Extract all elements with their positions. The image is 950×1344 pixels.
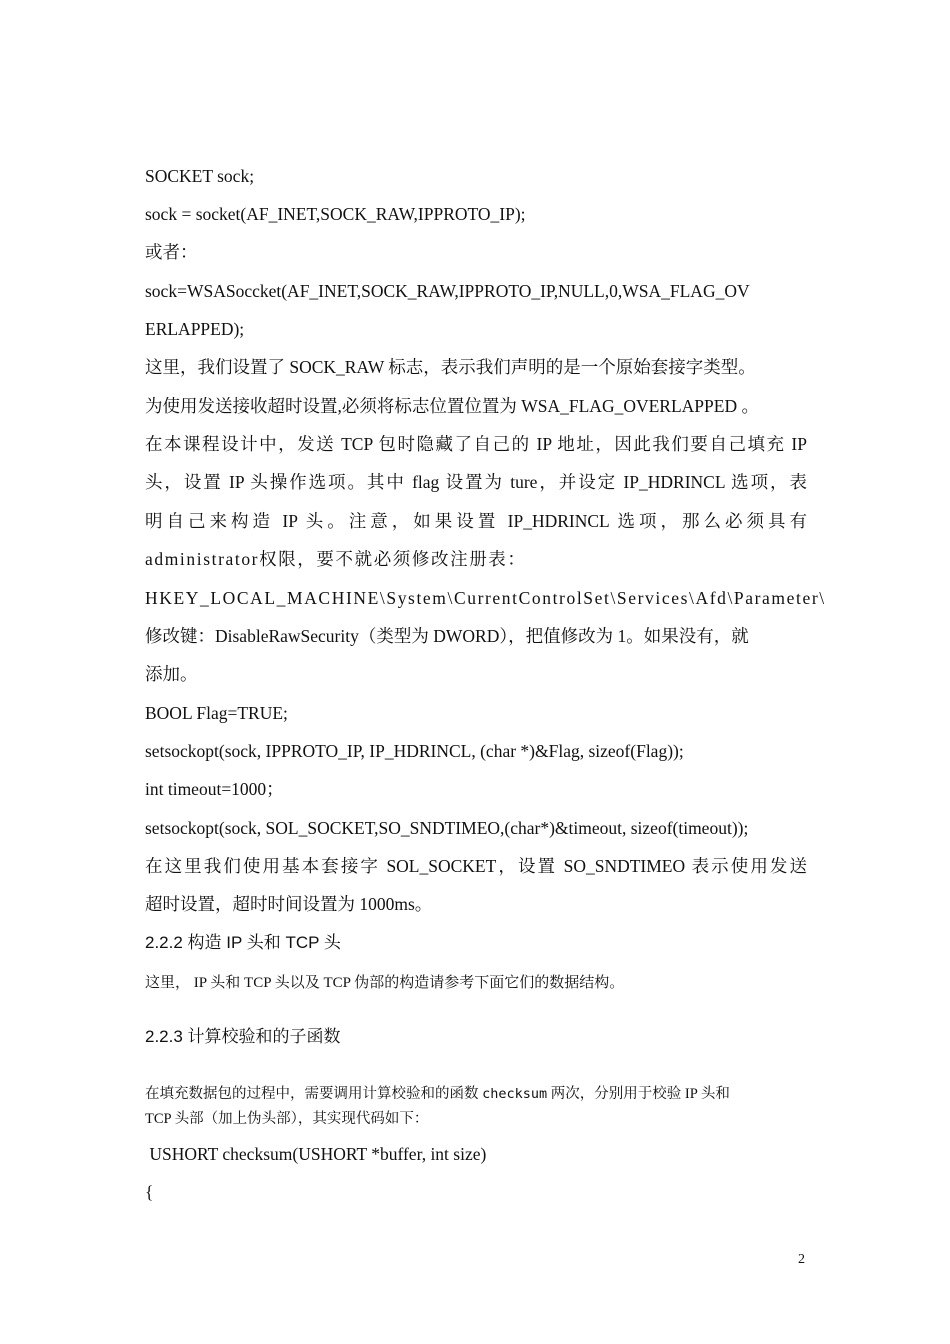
code-line-flag: BOOL Flag=TRUE; (145, 703, 288, 723)
paragraph-line-hdrincl: 明自己来构造 IP 头。注意，如果设置 IP_HDRINCL 选项，那么必须具有 (145, 511, 807, 531)
text-line-or: 或者： (145, 242, 198, 262)
code-line-setsockopt-hdrincl: setsockopt(sock, IPPROTO_IP, IP_HDRINCL, (char *)&Flag, sizeof(Flag)); (145, 741, 684, 761)
paragraph-line-add: 添加。 (145, 664, 198, 684)
code-line-open-brace: { (145, 1182, 154, 1202)
section-heading-2-2-3: 2.2.3 计算校验和的子函数 (145, 1027, 341, 1046)
registry-path: HKEY_LOCAL_MACHINE\System\CurrentControlSet\Services\Afd\Parameter\ (145, 588, 826, 608)
section-text-code: checksum (482, 1086, 548, 1102)
paragraph-line-sol-socket: 在这里我们使用基本套接字 SOL_SOCKET，设置 SO_SNDTIMEO 表示使用发送 (145, 856, 807, 876)
paragraph-line-sockraw: 这里，我们设置了 SOCK_RAW 标志，表示我们声明的是一个原始套接字类型。 (145, 357, 756, 377)
section-text-part1: 在填充数据包的过程中，需要调用计算校验和的函数 (145, 1086, 483, 1102)
paragraph-line-overlapped: 为使用发送接收超时设置,必须将标志位置位置为 WSA_FLAG_OVERLAPPED 。 (145, 396, 759, 416)
section-text-2-2-3-line1 (145, 1082, 730, 1106)
paragraph-line-course-design: 在本课程设计中，发送 TCP 包时隐藏了自己的 IP 地址，因此我们要自己填充 IP (145, 434, 807, 454)
paragraph-line-timeout-value: 超时设置，超时时间设置为 1000ms。 (145, 894, 433, 914)
section-text-part2: 两次，分别用于校验 IP 头和 (547, 1086, 730, 1102)
section-text-2-2-2: 这里， IP 头和 TCP 头以及 TCP 伪部的构造请参考下面它们的数据结构。 (145, 975, 625, 991)
paragraph-line-administrator: administrator权限，要不就必须修改注册表： (145, 549, 527, 569)
code-line-setsockopt-timeout: setsockopt(sock, SOL_SOCKET,SO_SNDTIMEO,(char*)&timeout, sizeof(timeout)); (145, 818, 749, 838)
code-line-wsasocket-cont: ERLAPPED); (145, 319, 245, 339)
code-line-wsasocket: sock=WSASoccket(AF_INET,SOCK_RAW,IPPROTO_IP,NULL,0,WSA_FLAG_OV (145, 281, 750, 301)
code-line-socket-call: sock = socket(AF_INET,SOCK_RAW,IPPROTO_IP); (145, 204, 526, 224)
section-text-2-2-3-line2: TCP 头部（加上伪头部），其实现代码如下： (145, 1111, 429, 1127)
code-line-socket-decl: SOCKET sock; (145, 166, 255, 186)
code-line-timeout: int timeout=1000； (145, 779, 284, 799)
page-number: 2 (798, 1252, 805, 1267)
section-heading-2-2-2: 2.2.2 构造 IP 头和 TCP 头 (145, 933, 341, 952)
paragraph-line-ip-header: 头，设置 IP 头操作选项。其中 flag 设置为 ture，并设定 IP_HDRINCL 选项，表 (145, 472, 807, 492)
paragraph-line-registry-key: 修改键：DisableRawSecurity（类型为 DWORD），把值修改为 1。如果没有，就 (145, 626, 749, 646)
code-line-checksum-signature: USHORT checksum(USHORT *buffer, int size) (145, 1144, 487, 1164)
